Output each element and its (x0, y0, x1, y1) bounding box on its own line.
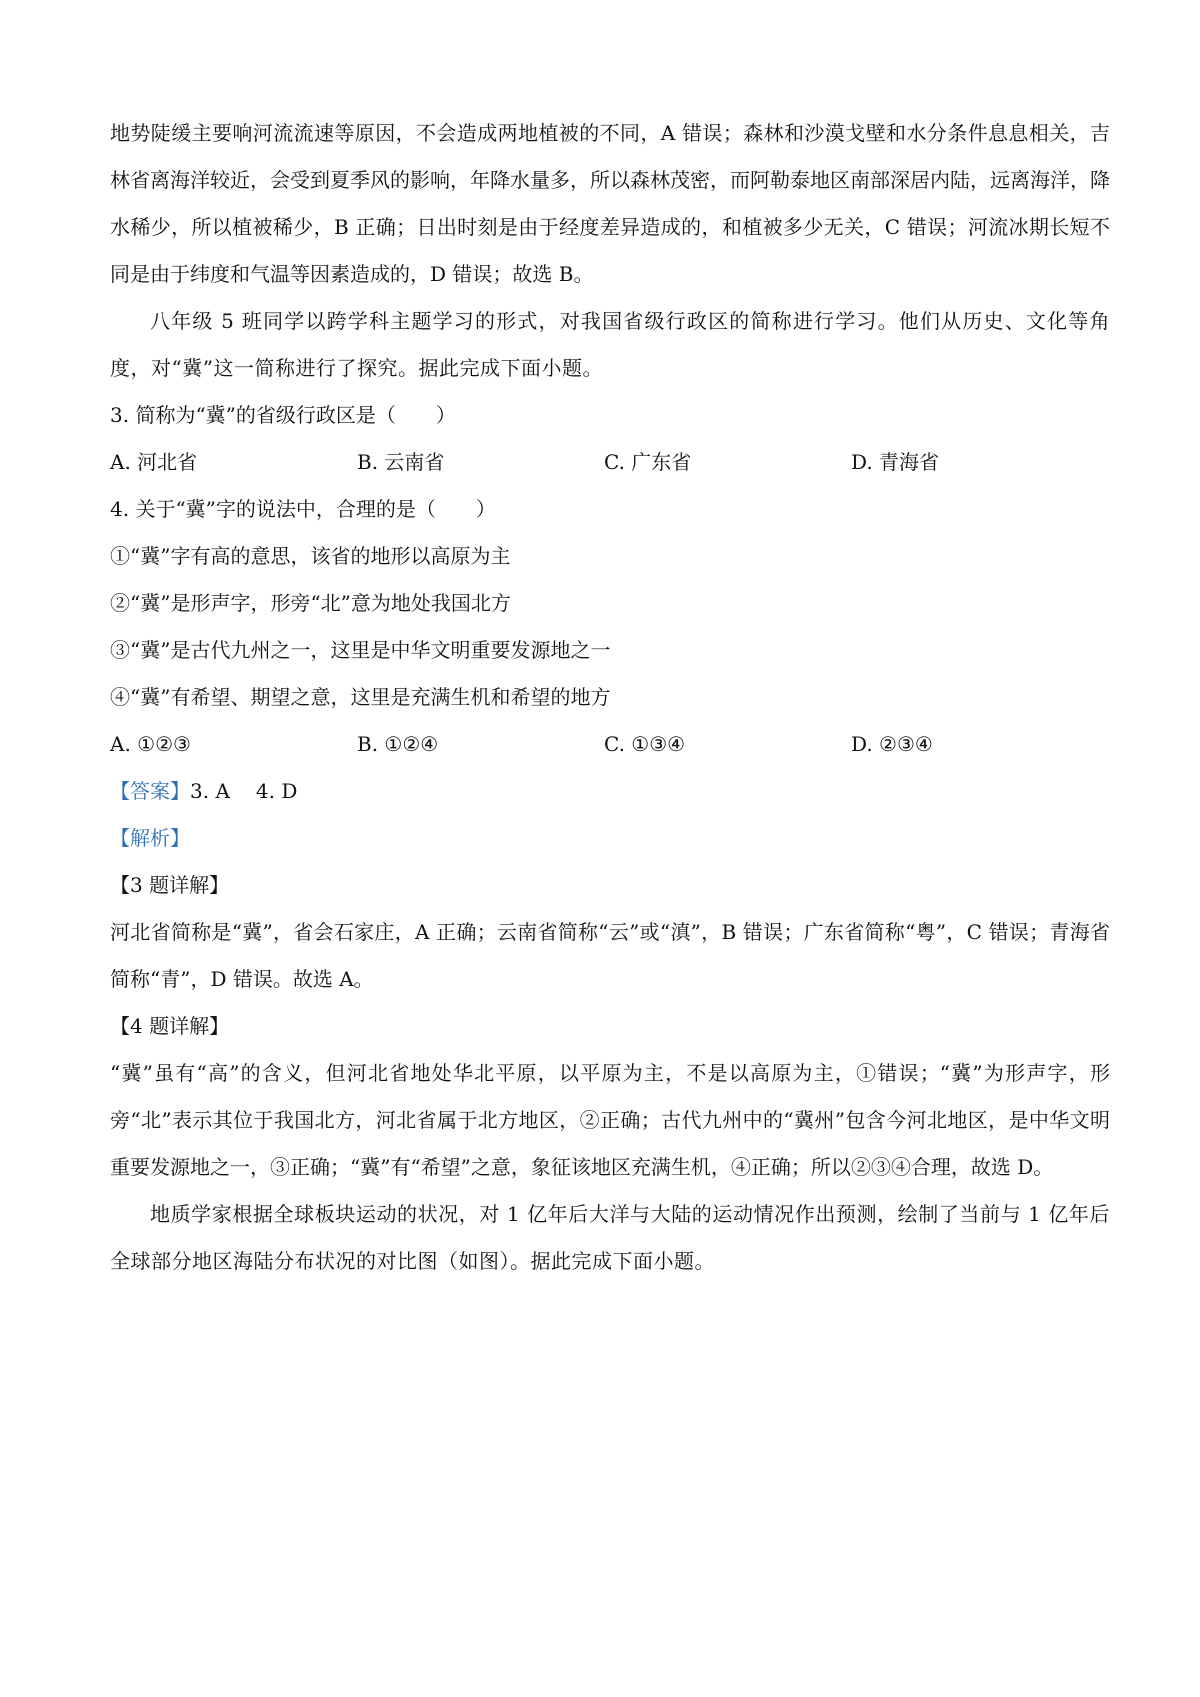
detail-3-title: 【3 题详解】 (110, 873, 230, 897)
question-4-stem: 4. 关于“冀”字的说法中，合理的是（ ） (110, 497, 496, 521)
q4-statement-3: ③“冀”是古代九州之一，这里是中华文明重要发源地之一 (110, 638, 611, 662)
q4-statement-4: ④“冀”有希望、期望之意，这里是充满生机和希望的地方 (110, 685, 611, 709)
answer-4: 4. D (255, 779, 298, 803)
answer-line (110, 768, 1110, 815)
question-3-stem: 3. 简称为“冀”的省级行政区是（ ） (110, 403, 456, 427)
q3-option-c: C. 广东省 (604, 450, 692, 474)
q3-option-a: A. 河北省 (110, 450, 198, 474)
material-intro-1: 八年级 5 班同学以跨学科主题学习的形式，对我国省级行政区的简称进行学习。他们从历史、文化等角度，对“冀”这一简称进行了探究。据此完成下面小题。 (110, 309, 1110, 380)
analysis-tag: 【解析】 (110, 826, 190, 850)
detail-4-title: 【4 题详解】 (110, 1014, 230, 1038)
material-intro-2: 地质学家根据全球板块运动的状况，对 1 亿年后大洋与大陆的运动情况作出预测，绘制了当前与 1 亿年后全球部分地区海陆分布状况的对比图（如图）。据此完成下面小题。 (110, 1202, 1110, 1273)
q4-option-b: B. ①②④ (357, 732, 439, 756)
q4-option-a: A. ①②③ (110, 732, 191, 756)
q4-statement-2: ②“冀”是形声字，形旁“北”意为地处我国北方 (110, 591, 511, 615)
question-3-options (110, 439, 1110, 486)
detail-4-text: “冀”虽有“高”的含义，但河北省地处华北平原，以平原为主，不是以高原为主，①错误；“冀”为形声字，形旁“北”表示其位于我国北方，河北省属于北方地区，②正确；古代九州中的“冀州”包含今河北地区，是中华文明重要发源地之一，③正确；“冀”有“希望”之意，象征该地区充满生机，④正确；所以②③④合理，故选 D。 (110, 1061, 1110, 1179)
answer-3: 3. A (190, 779, 230, 803)
previous-explanation: 地势陡缓主要响河流流速等原因，不会造成两地植被的不同，A 错误；森林和沙漠戈壁和水分条件息息相关，吉林省离海洋较近，会受到夏季风的影响，年降水量多，所以森林茂密，而阿勒泰地区南部深居内陆，远离海洋，降水稀少，所以植被稀少，B 正确；日出时刻是由于经度差异造成的，和植被多少无关，C 错误；河流冰期长短不同是由于纬度和气温等因素造成的，D 错误；故选 B。 (110, 121, 1110, 286)
detail-3-text: 河北省简称是“冀”，省会石家庄，A 正确；云南省简称“云”或“滇”，B 错误；广东省简称“粤”，C 错误；青海省简称“青”，D 错误。故选 A。 (110, 920, 1110, 991)
q4-statement-1: ①“冀”字有高的意思，该省的地形以高原为主 (110, 544, 511, 568)
question-4-options (110, 721, 1110, 768)
q3-option-b: B. 云南省 (357, 450, 445, 474)
q4-option-c: C. ①③④ (604, 732, 686, 756)
q3-option-d: D. 青海省 (851, 450, 940, 474)
q4-option-d: D. ②③④ (851, 732, 933, 756)
answer-tag: 【答案】 (110, 779, 190, 803)
